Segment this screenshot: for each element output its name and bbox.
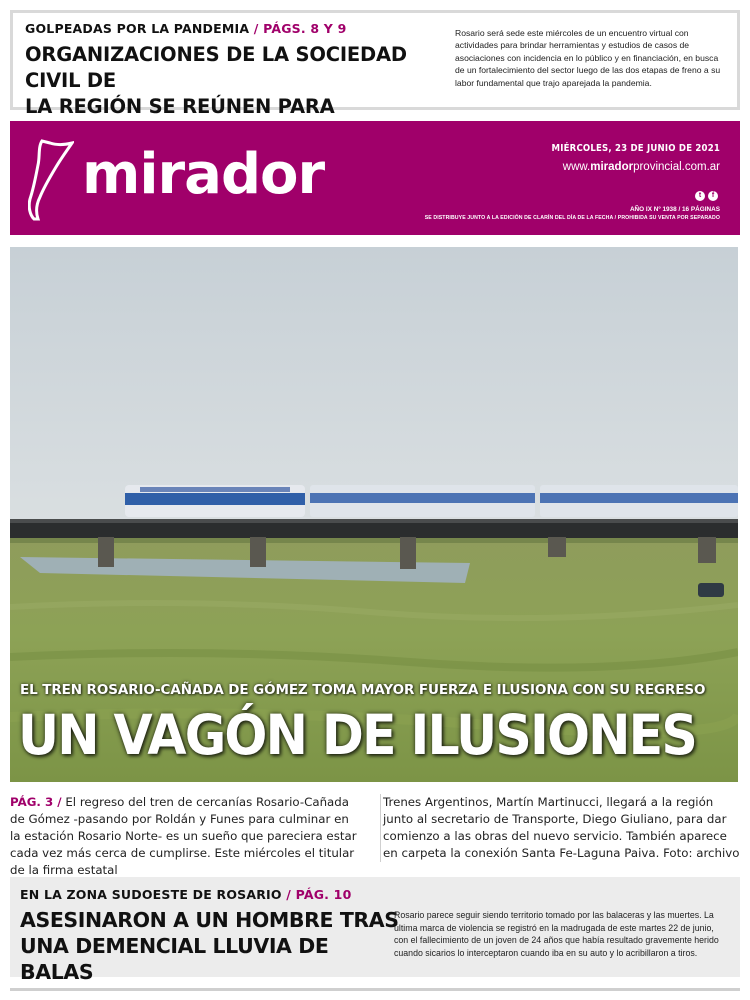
main-story-kicker: EL TREN ROSARIO-CAÑADA DE GÓMEZ TOMA MAYOR FUERZA E ILUSIONA CON SU REGRESO (20, 682, 706, 698)
bottom-teaser-left (20, 887, 400, 985)
bottom-teaser[interactable] (10, 877, 740, 984)
kicker-page-ref[interactable]: PÁG. 10 (295, 887, 352, 902)
kicker-text: EN LA ZONA SUDOESTE DE ROSARIO (20, 887, 282, 902)
body-text: El regreso del tren de cercanías Rosario-Cañada de Gómez -pasando por Roldán y Funes para culminar en la estación Rosario Norte- es un sueño que pareciera estar cada vez más cerca de cumplirse. Este miércoles el titular de la firma estatal (10, 795, 357, 877)
main-story-body (10, 794, 740, 877)
kicker-text: GOLPEADAS POR LA PANDEMIA (25, 21, 250, 36)
headline-line: ASESINARON A UN HOMBRE TRAS (20, 908, 399, 932)
footer-divider (10, 988, 740, 991)
url-prefix: www. (562, 161, 591, 173)
top-teaser-summary: Rosario será sede este miércoles de un encuentro virtual con actividades para brindar herramientas y estudios de casos de asociaciones con incidencia en lo público y en financiación, en busca de un fortalecimiento del sector luego de las dos etapas de freno a su labor fundamental que trajo aparejada la pandemia. (455, 28, 721, 88)
social-links (695, 191, 718, 201)
top-teaser[interactable] (10, 10, 740, 118)
distribution-notice: SE DISTRIBUYE JUNTO A LA EDICIÓN DE CLARÍN DEL DÍA DE LA FECHA / PROHIBIDA SU VENTA POR SEPARADO (424, 215, 720, 221)
headline-line: UNA DEMENCIAL LLUVIA DE BALAS (20, 934, 329, 984)
logo-mark-icon (28, 139, 74, 221)
headline-line: ORGANIZACIONES DE LA SOCIEDAD CIVIL DE (25, 43, 407, 92)
main-photo[interactable] (10, 247, 738, 782)
body-column-1 (10, 794, 362, 879)
bottom-teaser-kicker (20, 887, 400, 902)
issue-number: AÑO IX Nº 1938 / 16 PÁGINAS (629, 206, 720, 213)
body-column-2: Trenes Argentinos, Martín Martinucci, llegará a la región junto al secretario de Transporte, Diego Giuliano, para dar comienzo a las obras del nuevo servicio. También aparece en carpeta la conexión Santa Fe-Laguna Paiva. Foto: archivo (380, 794, 740, 862)
facebook-icon[interactable]: f (708, 191, 718, 201)
masthead (10, 121, 740, 235)
website-link[interactable] (563, 161, 720, 173)
bottom-teaser-summary: Rosario parece seguir siendo territorio tomado por las balaceras y las muertes. La última marca de violencia se registró en la madrugada de este martes 22 de junio, con el fallecimiento de un joven de 24 años que había resultado gravemente herido cuando sicarios lo interceptaron cuando iba en su auto y lo acribillaron a tiros. (394, 910, 719, 958)
main-story-headline[interactable]: UN VAGÓN DE ILUSIONES (18, 703, 696, 767)
twitter-icon[interactable]: t (695, 191, 705, 201)
url-brand: mirador (590, 161, 634, 173)
logo-wordmark[interactable]: mirador (82, 142, 325, 207)
kicker-separator: / (253, 21, 259, 36)
kicker-page-ref[interactable]: PÁGS. 8 Y 9 (263, 21, 347, 36)
main-story-page-ref[interactable]: PÁG. 3 / (10, 795, 62, 809)
issue-date: MIÉRCOLES, 23 DE JUNIO DE 2021 (551, 143, 720, 154)
url-suffix: provincial.com.ar (633, 161, 720, 173)
kicker-separator: / (286, 887, 292, 902)
bottom-teaser-headline[interactable] (20, 907, 400, 985)
headline-line: LA REGIÓN SE REÚNEN PARA (25, 95, 335, 118)
top-teaser-kicker (25, 21, 445, 36)
